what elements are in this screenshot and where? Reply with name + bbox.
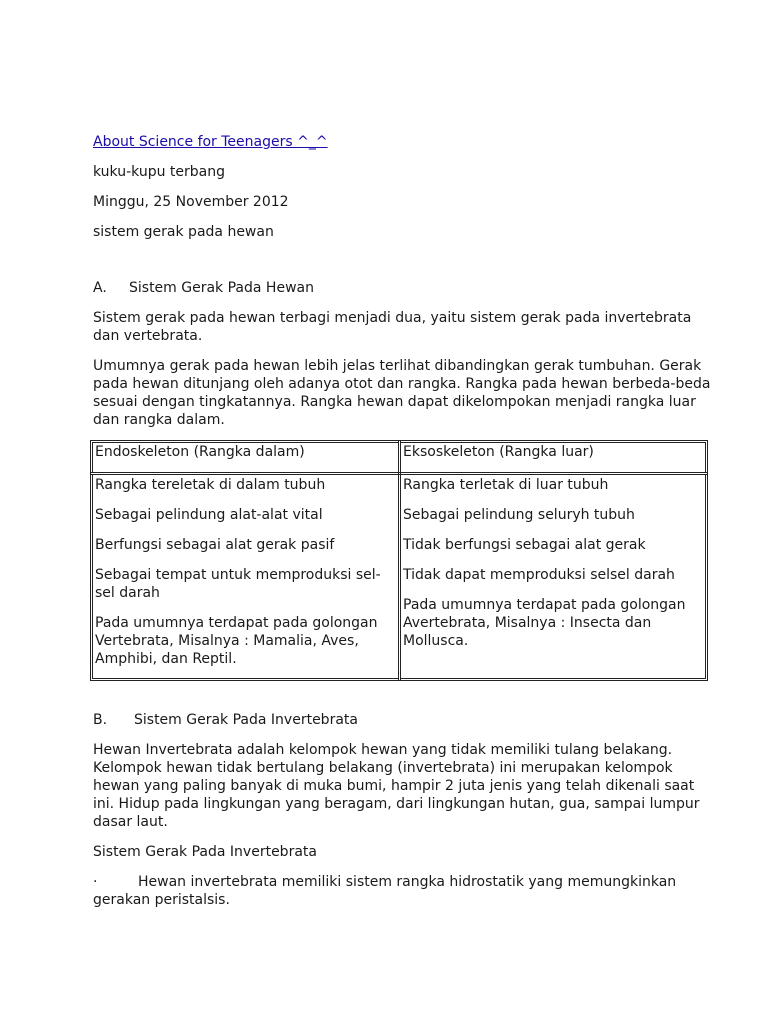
ekso-point-3: Tidak berfungsi sebagai alat gerak [403,537,646,553]
bullet-marker: · [93,874,98,890]
section-a-title: Sistem Gerak Pada Hewan [129,280,314,296]
endo-point-3: Berfungsi sebagai alat gerak pasif [95,537,335,553]
section-b-bullet [93,873,713,909]
section-b-paragraph: Hewan Invertebrata adalah kelompok hewan yang tidak memiliki tulang belakang. Kelompok hewan tidak bertulang belakang (invertebrata) ini merupakan kelompok hewan yang paling banyak di muka bumi, hampir 2 juta jenis yang telah dikenali saat ini. Hidup pada lingkungan yang beragam, dari lingkungan hutan, gua, sampai lumpur dasar laut. [93,742,700,830]
section-a-heading [93,279,713,297]
blog-title-link[interactable]: About Science for Teenagers ^_^ [93,134,328,150]
ekso-point-4: Tidak dapat memproduksi selsel darah [403,567,675,583]
section-b-title: Sistem Gerak Pada Invertebrata [134,712,358,728]
section-b-subheading: Sistem Gerak Pada Invertebrata [93,844,317,860]
ekso-point-5: Pada umumnya terdapat pada golongan Avertebrata, Misalnya : Insecta dan Mollusca. [403,597,686,649]
skeleton-comparison-table [90,440,711,681]
eksoskeleton-cell [398,472,708,681]
post-date: Minggu, 25 November 2012 [93,194,289,210]
endoskeleton-cell [90,472,401,681]
section-a-paragraph-2: Umumnya gerak pada hewan lebih jelas terlihat dibandingkan gerak tumbuhan. Gerak pada hewan ditunjang oleh adanya otot dan rangka. Rangka pada hewan berbeda-beda sesuai dengan tingkatannya. Rangka hewan dapat dikelompokan menjadi rangka luar dan rangka dalam. [93,358,711,428]
section-b-heading [93,711,713,729]
bullet-text: Hewan invertebrata memiliki sistem rangka hidrostatik yang memungkinkan gerakan peristalsis. [93,874,677,908]
header-eksoskeleton: Eksoskeleton (Rangka luar) [398,440,708,475]
section-a-number: A. [93,280,107,296]
ekso-point-2: Sebagai pelindung seluryh tubuh [403,507,635,523]
post-title: sistem gerak pada hewan [93,224,274,240]
section-a-paragraph-1: Sistem gerak pada hewan terbagi menjadi dua, yaitu sistem gerak pada invertebrata dan vertebrata. [93,310,692,344]
endo-point-4: Sebagai tempat untuk memproduksi sel-sel darah [95,567,381,601]
table-body-row [90,472,711,681]
section-b-number: B. [93,712,108,728]
blog-subtitle: kuku-kupu terbang [93,164,225,180]
table-header-row [90,440,711,475]
endo-point-1: Rangka tereletak di dalam tubuh [95,477,326,493]
header-endoskeleton: Endoskeleton (Rangka dalam) [90,440,401,475]
ekso-point-1: Rangka terletak di luar tubuh [403,477,609,493]
endo-point-5: Pada umumnya terdapat pada golongan Vertebrata, Misalnya : Mamalia, Aves, Amphibi, dan Reptil. [95,615,378,667]
document-page [93,133,713,909]
endo-point-2: Sebagai pelindung alat-alat vital [95,507,323,523]
